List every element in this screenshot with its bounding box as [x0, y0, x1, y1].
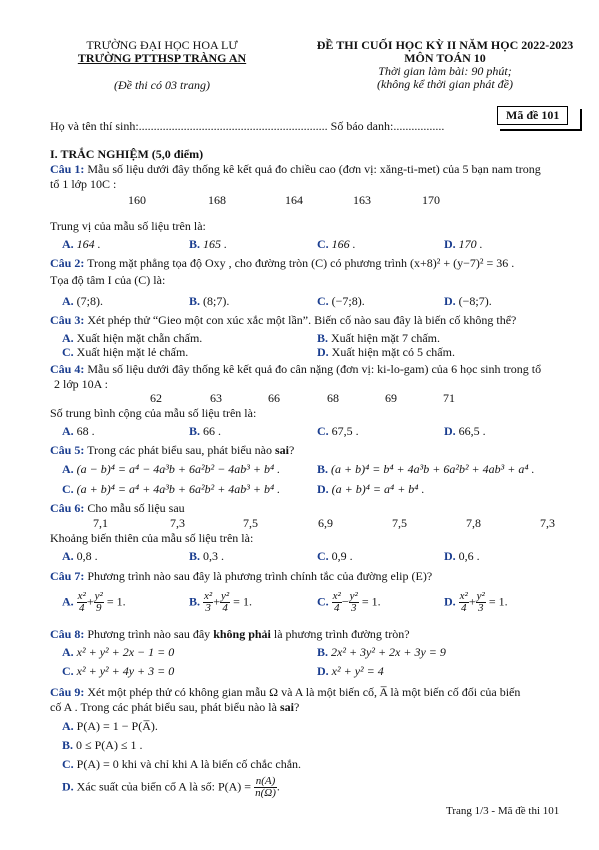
q9-option-b[interactable]: B. 0 ≤ P(A) ≤ 1 .	[62, 738, 143, 752]
q2-option-b[interactable]: B. (8;7).	[189, 294, 230, 308]
q2-option-c[interactable]: C. (−7;8).	[317, 294, 365, 308]
q6-data-value: 7,1	[93, 516, 108, 530]
q7-option-b[interactable]: B. $\frac{\text{x²}}{3}$ + $\frac{\text{y²}}{4}$ = 1.	[189, 590, 252, 614]
question-6-prompt: Khoảng biến thiên của mẫu số liệu trên là:	[50, 531, 254, 545]
q4-data-value: 62	[150, 391, 162, 405]
exam-subject: MÔN TOÁN 10	[404, 51, 486, 65]
q6-data-value: 7,3	[540, 516, 555, 530]
q6-option-b[interactable]: B. 0,3 .	[189, 549, 225, 563]
q6-data-value: 7,5	[243, 516, 258, 530]
school-subname: TRƯỜNG PTTHSP TRÀNG AN	[77, 51, 247, 65]
q6-option-d[interactable]: D. 0,6 .	[444, 549, 480, 563]
q8-option-d[interactable]: D. x² + y² = 4	[317, 664, 384, 678]
q4-data-value: 68	[327, 391, 339, 405]
q9-option-d[interactable]: D. Xác suất của biến cố A là số: P(A) = $\frac{n(A)}{n(\Omega)}$ .	[62, 775, 280, 799]
q6-data-value: 7,3	[170, 516, 185, 530]
q6-data-value: 6,9	[318, 516, 333, 530]
question-6: Câu 6: Cho mẫu số liệu sau	[50, 501, 185, 515]
q5-option-d[interactable]: D. (a + b)⁴ = a⁴ + b⁴ .	[317, 482, 425, 496]
question-7: Câu 7: Phương trình nào sau đây là phương trình chính tắc của đường elip (E)?	[50, 569, 433, 583]
candidate-info-line: Họ và tên thí sinh:............................................................... Số báo danh:.................	[50, 119, 445, 133]
pages-note: (Đề thi có 03 trang)	[114, 78, 210, 92]
q1-data-value: 168	[208, 193, 226, 207]
q7-option-c[interactable]: C. $\frac{\text{x²}}{4}$ − $\frac{\text{y²}}{3}$ = 1.	[317, 590, 381, 614]
q3-option-c[interactable]: C. Xuất hiện mặt lẻ chấm.	[62, 345, 189, 359]
question-4-line2: 2 lớp 10A :	[54, 377, 109, 391]
q5-option-b[interactable]: B. (a + b)⁴ = b⁴ + 4a³b + 6a²b² + 4ab³ + a⁴ .	[317, 462, 535, 476]
question-1-prompt: Trung vị của mẫu số liệu trên là:	[50, 219, 206, 233]
q3-option-b[interactable]: B. Xuất hiện mặt 7 chấm.	[317, 331, 440, 345]
q9-option-a[interactable]: A. P(A) = 1 − P(A̅).	[62, 719, 158, 733]
q1-data-value: 170	[422, 193, 440, 207]
q4-option-c[interactable]: C. 67,5 .	[317, 424, 359, 438]
question-4: Câu 4: Mẫu số liệu dưới đây thống kê kết quả đo cân nặng (đơn vị: ki-lo-gam) của 6 học sinh trong tổ	[50, 362, 542, 376]
q4-data-value: 71	[443, 391, 455, 405]
question-1-line2: tổ 1 lớp 10C :	[50, 177, 117, 191]
q1-option-d[interactable]: D. 170 .	[444, 237, 483, 251]
q8-option-b[interactable]: B. 2x² + 3y² + 2x + 3y = 9	[317, 645, 446, 659]
section-title: I. TRẮC NGHIỆM (5,0 điểm)	[50, 147, 204, 161]
school-name: TRƯỜNG ĐẠI HỌC HOA LƯ	[86, 38, 238, 52]
q1-option-a[interactable]: A. 164 .	[62, 237, 101, 251]
q4-option-d[interactable]: D. 66,5 .	[444, 424, 486, 438]
q1-option-b[interactable]: B. 165 .	[189, 237, 228, 251]
question-2: Câu 2: Trong mặt phẳng tọa độ Oxy , cho đường tròn (C) có phương trình (x+8)² + (y−7)² = 36 .	[50, 256, 515, 270]
q6-option-c[interactable]: C. 0,9 .	[317, 549, 353, 563]
page-footer: Trang 1/3 - Mã đề thi 101	[446, 805, 560, 817]
q3-option-a[interactable]: A. Xuất hiện mặt chẵn chấm.	[62, 331, 203, 345]
q6-data-value: 7,8	[466, 516, 481, 530]
question-3: Câu 3: Xét phép thử “Gieo một con xúc xắc một lần”. Biến cố nào sau đây là biến cố không thể?	[50, 313, 517, 327]
q4-data-value: 66	[268, 391, 280, 405]
q4-data-value: 69	[385, 391, 397, 405]
q2-option-d[interactable]: D. (−8;7).	[444, 294, 492, 308]
q4-option-b[interactable]: B. 66 .	[189, 424, 222, 438]
q6-option-a[interactable]: A. 0,8 .	[62, 549, 98, 563]
q4-option-a[interactable]: A. 68 .	[62, 424, 95, 438]
q1-option-c[interactable]: C. 166 .	[317, 237, 356, 251]
question-4-prompt: Số trung bình cộng của mẫu số liệu trên là:	[50, 406, 257, 420]
exam-code-box: Mã đề 101	[497, 106, 568, 125]
q1-data-value: 164	[285, 193, 303, 207]
q7-option-d[interactable]: D. $\frac{\text{x²}}{4}$ + $\frac{\text{y²}}{3}$ = 1.	[444, 590, 508, 614]
question-8: Câu 8: Phương trình nào sau đây không phải là phương trình đường tròn?	[50, 627, 410, 641]
q2-option-a[interactable]: A. (7;8).	[62, 294, 103, 308]
question-9-line2: cố A . Trong các phát biểu sau, phát biểu nào là sai?	[50, 700, 300, 714]
q1-data-value: 160	[128, 193, 146, 207]
q1-data-value: 163	[353, 193, 371, 207]
exam-title: ĐỀ THI CUỐI HỌC KỲ II NĂM HỌC 2022-2023	[316, 38, 574, 52]
question-1: Câu 1: Mẫu số liệu dưới đây thống kê kết quả đo chiều cao (đơn vị: xăng-ti-met) của 5 bạn nam trong	[50, 162, 541, 176]
q9-option-c[interactable]: C. P(A) = 0 khi và chỉ khi A là biến cố chắc chắn.	[62, 757, 302, 771]
question-2-line2: Tọa độ tâm I của (C) là:	[50, 273, 166, 287]
question-9: Câu 9: Xét một phép thử có không gian mẫu Ω và A là một biến cố, A̅ là một biến cố đối của biến	[50, 685, 521, 699]
q5-option-c[interactable]: C. (a + b)⁴ = a⁴ + 4a³b + 6a²b² + 4ab³ + b⁴ .	[62, 482, 281, 496]
exam-time: Thời gian làm bài: 90 phút;	[378, 64, 512, 78]
q7-option-a[interactable]: A. $\frac{\text{x²}}{4}$ + $\frac{\text{y²}}{9}$ = 1.	[62, 590, 126, 614]
q8-option-c[interactable]: C. x² + y² + 4y + 3 = 0	[62, 664, 175, 678]
q4-data-value: 63	[210, 391, 222, 405]
q8-option-a[interactable]: A. x² + y² + 2x − 1 = 0	[62, 645, 175, 659]
question-5: Câu 5: Trong các phát biểu sau, phát biểu nào sai?	[50, 443, 295, 457]
q6-data-value: 7,5	[392, 516, 407, 530]
q5-option-a[interactable]: A. (a − b)⁴ = a⁴ − 4a³b + 6a²b² − 4ab³ + b⁴ .	[62, 462, 281, 476]
q3-option-d[interactable]: D. Xuất hiện mặt có 5 chấm.	[317, 345, 455, 359]
exam-time-note: (không kể thời gian phát đề)	[376, 77, 514, 91]
